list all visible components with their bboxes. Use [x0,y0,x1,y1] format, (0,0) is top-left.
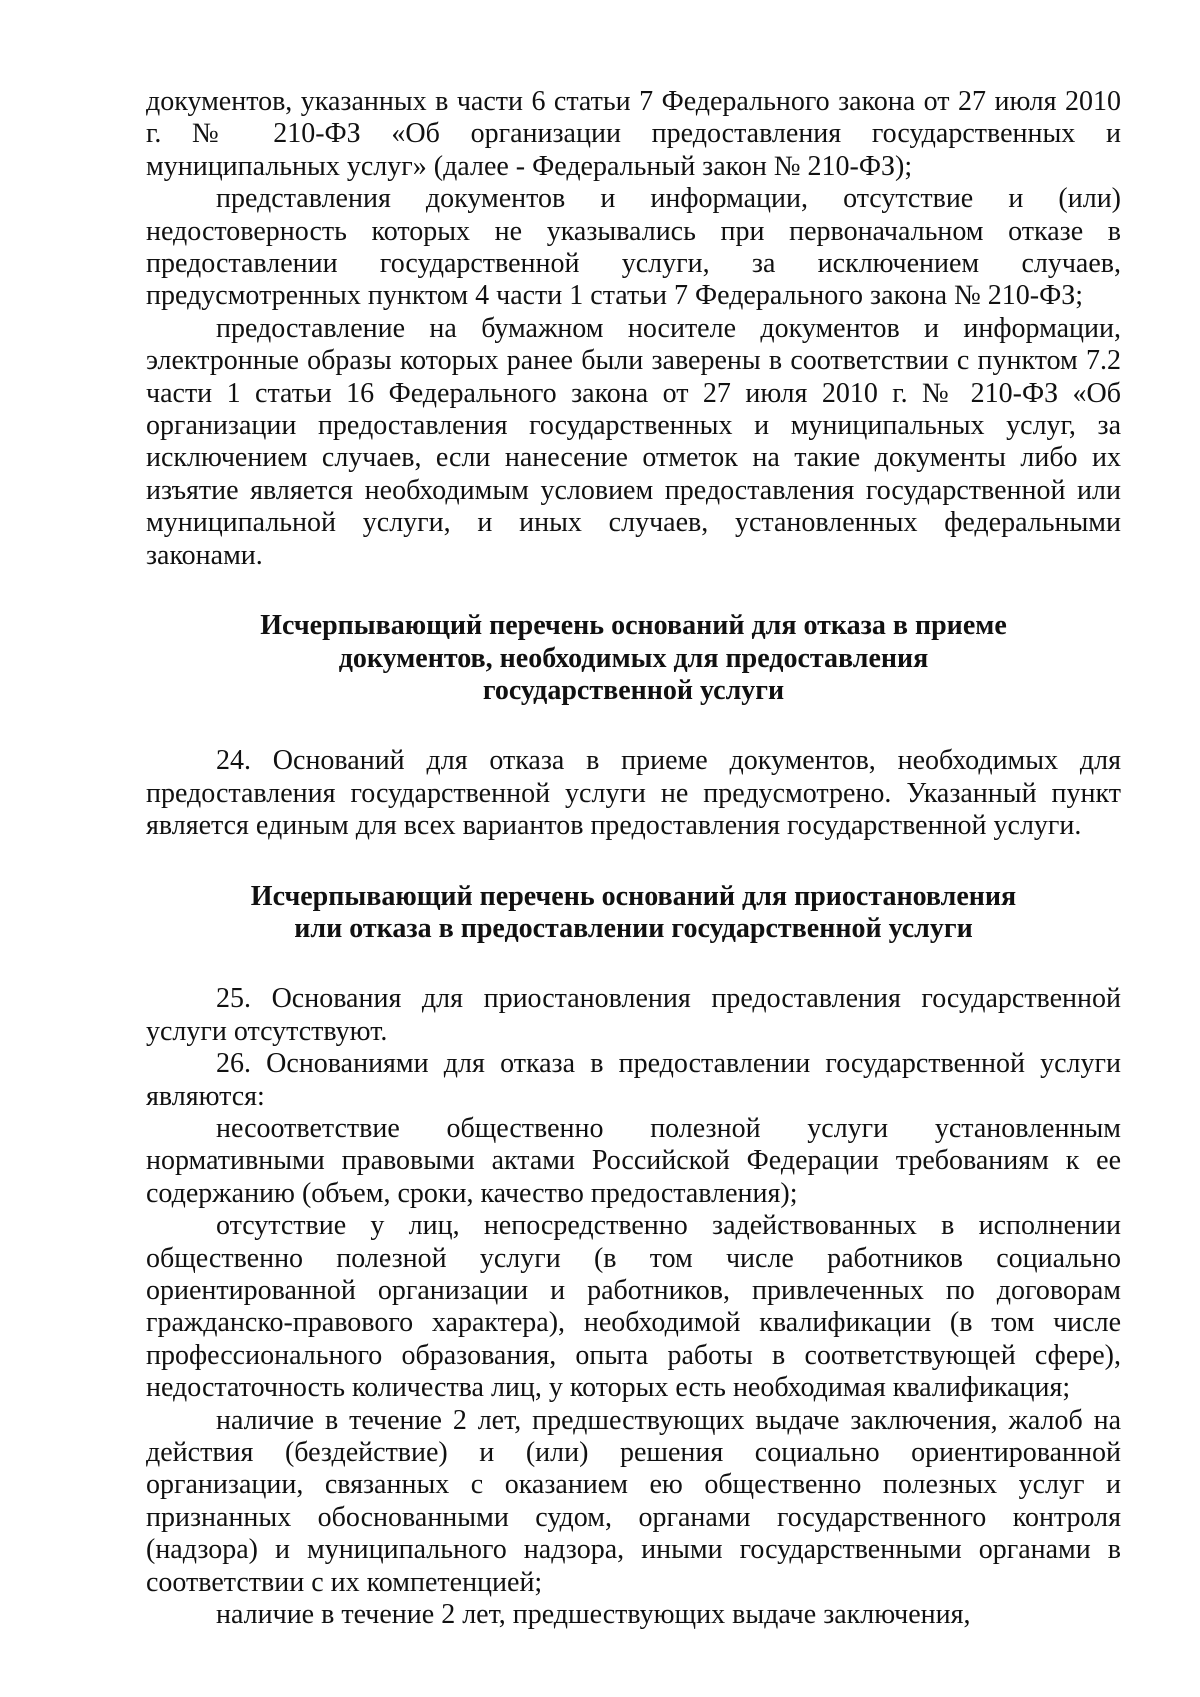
heading-line: государственной услуги [482,674,785,706]
paragraph-24: 24. Оснований для отказа в приеме документов, необходимых для предоставления государственной услуги не предусмотрено. Указанный пункт является единым для всех вариантов предоставления государственной услуги. [146,745,1121,842]
paragraph-26: 26. Основаниями для отказа в предоставлении государственной услуги являются: [146,1048,1121,1112]
section-heading-suspension-refusal [146,881,1121,946]
paragraph-25: 25. Основания для приостановления предоставления государственной услуги отсутствуют. [146,983,1121,1047]
heading-line: или отказа в предоставлении государственной услуги [294,912,973,944]
heading-line: документов, необходимых для предоставления [338,642,929,674]
heading-line: Исчерпывающий перечень оснований для приостановления [250,880,1017,912]
paragraph-documents-info: представления документов и информации, отсутствие и (или) недостоверность которых не указывались при первоначальном отказе в предоставлении государственной услуги, за исключением случаев, предусмотренных пунктом 4 части 1 статьи 7 Федерального закона № 210-ФЗ; [146,183,1121,312]
document-body [146,86,1121,1631]
paragraph-complaints: наличие в течение 2 лет, предшествующих выдаче заключения, жалоб на действия (бездействие) и (или) решения социально ориентированной организации, связанных с оказанием ею общественно полезных услуг и признанных обоснованными судом, органами государственного контроля (надзора) и муниципального надзора, иными государственными органами в соответствии с их компетенцией; [146,1404,1121,1598]
paragraph-continued: наличие в течение 2 лет, предшествующих выдаче заключения, [216,1599,971,1631]
paragraph-nonconformity: несоответствие общественно полезной услуги установленным нормативными правовыми актами Российской Федерации требованиям к ее содержанию (объем, сроки, качество предоставления); [146,1112,1121,1209]
section-heading-refusal-acceptance [146,610,1121,707]
heading-line: Исчерпывающий перечень оснований для отказа в приеме [260,610,1007,642]
paragraph-continuation: документов, указанных в части 6 статьи 7 Федерального закона от 27 июля 2010 г. № 210-ФЗ «Об организации предоставления государственных и муниципальных услуг» (далее - Федеральный закон № 210-ФЗ); [146,86,1121,182]
paragraph-qualification: отсутствие у лиц, непосредственно задействованных в исполнении общественно полезной услуги (в том числе работников социально ориентированной организации и работников, привлеченных по договорам гражданско-правового характера), необходимой квалификации (в том числе профессионального образования, опыта работы в соответствующей сфере), недостаточность количества лиц, у которых есть необходимая квалификация; [146,1210,1121,1404]
paragraph-paper-media: предоставление на бумажном носителе документов и информации, электронные образы которых ранее были заверены в соответствии с пунктом 7.2 части 1 статьи 16 Федерального закона от 27 июля 2010 г. № 210-ФЗ «Об организации предоставления государственных и муниципальных услуг, за исключением случаев, если нанесение отметок на такие документы либо их изъятие является необходимым условием предоставления государственной или муниципальной услуги, и иных случаев, установленных федеральными законами. [146,312,1121,571]
